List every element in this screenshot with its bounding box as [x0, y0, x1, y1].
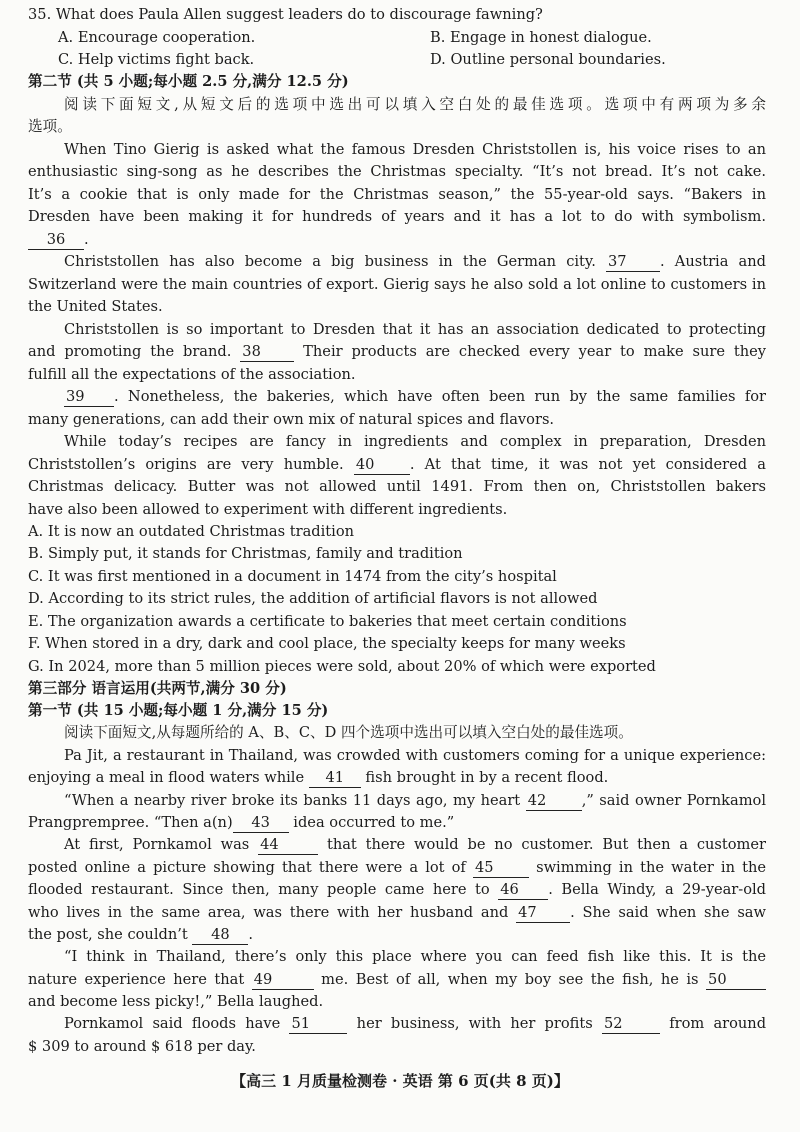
- passage-line: the United States.: [28, 298, 163, 315]
- section2-instructions-cont: 选项。: [28, 118, 72, 135]
- blank-44: 44: [258, 836, 318, 855]
- passage-line: Dresden have been making it for hundreds of years and it has a lot to do with symbolism.: [28, 208, 766, 225]
- passage-line: Christstollen’s origins are very humble. 40 . At that time, it was not yet considered a: [28, 456, 767, 473]
- passage-line: enthusiastic sing-song as he describes the Christmas specialty. “It’s not bread. It’s not cake.: [28, 163, 766, 180]
- part3-heading: 第三部分 语言运用(共两节,满分 30 分): [28, 680, 287, 697]
- passage-line: fulfill all the expectations of the association.: [28, 366, 356, 383]
- blank-43: 43: [233, 814, 289, 833]
- part3-instructions: 阅读下面短文,从每题所给的 A、B、C、D 四个选项中选出可以填入空白处的最佳选项。: [64, 724, 633, 741]
- passage-paragraph: Pa Jit, a restaurant in Thailand, was crowded with customers coming for a unique experience:: [64, 747, 766, 764]
- option-b: B. Simply put, it stands for Christmas, family and tradition: [28, 545, 463, 562]
- option-g: G. In 2024, more than 5 million pieces were sold, about 20% of which were exported: [28, 658, 656, 675]
- option-f: F. When stored in a dry, dark and cool place, the specialty keeps for many weeks: [28, 635, 626, 652]
- option-d: D. According to its strict rules, the addition of artificial flavors is not allowed: [28, 590, 598, 607]
- passage-line: who lives in the same area, was there with her husband and 47 . She said when she saw: [28, 904, 767, 921]
- passage-line: have also been allowed to experiment with different ingredients.: [28, 501, 508, 518]
- passage-line: and become less picky!,” Bella laughed.: [28, 993, 324, 1010]
- blank-52: 52: [602, 1015, 660, 1034]
- passage-line: nature experience here that 49 me. Best of all, when my boy see the fish, he is 50: [28, 969, 766, 991]
- blank-46: 46: [498, 881, 548, 900]
- passage-paragraph: “I think in Thailand, there’s only this place where you can feed fish like this. It is the: [64, 948, 766, 965]
- option-e: E. The organization awards a certificate to bakeries that meet certain conditions: [28, 613, 627, 630]
- passage-line: posted online a picture showing that there were a lot of 45 swimming in the water in the: [28, 859, 767, 876]
- passage-paragraph: When Tino Gierig is asked what the famous Dresden Christstollen is, his voice rises to an: [64, 141, 766, 158]
- passage-line: many generations, can add their own mix of natural spices and flavors.: [28, 411, 555, 428]
- passage-line: It’s a cookie that is only made for the Christmas season,” the 55-year-old says. “Bakers in: [28, 186, 766, 203]
- passage-line: enjoying a meal in flood waters while 41 fish brought in by a recent flood.: [28, 769, 609, 786]
- part3-section1-heading: 第一节 (共 15 小题;每小题 1 分,满分 15 分): [28, 702, 329, 719]
- option-c: C. It was first mentioned in a document in 1474 from the city’s hospital: [28, 568, 557, 585]
- q35-option-a: A. Encourage cooperation.: [58, 29, 256, 46]
- option-a: A. It is now an outdated Christmas tradition: [28, 523, 355, 540]
- passage-paragraph: While today’s recipes are fancy in ingredients and complex in preparation, Dresden: [64, 433, 766, 450]
- passage-line: and promoting the brand. 38 Their products are checked every year to make sure they: [28, 343, 767, 360]
- q35-stem: 35. What does Paula Allen suggest leaders do to discourage fawning?: [28, 6, 543, 23]
- passage-line: Prangprempree. “Then a(n) 43 idea occurred to me.”: [28, 814, 455, 831]
- blank-50: 50: [706, 971, 766, 990]
- blank-42: 42: [526, 792, 582, 811]
- q35-option-d: D. Outline personal boundaries.: [430, 51, 666, 68]
- page-footer: 【高三 1 月质量检测卷 · 英语 第 6 页(共 8 页)】: [231, 1072, 569, 1090]
- blank-38: 38: [240, 343, 294, 362]
- passage-paragraph: At first, Pornkamol was 44 that there would be no customer. But then a customer: [64, 836, 767, 853]
- passage-paragraph: Pornkamol said floods have 51 her business, with her profits 52 from around: [64, 1015, 767, 1032]
- blank-41: 41: [309, 769, 361, 788]
- blank-51: 51: [289, 1015, 347, 1034]
- passage-line: the post, she couldn’t 48 .: [28, 926, 254, 943]
- passage-line: Christmas delicacy. Butter was not allowed until 1491. From then on, Christstollen bakers: [28, 478, 766, 495]
- passage-line: $ 309 to around $ 618 per day.: [28, 1038, 256, 1055]
- section2-instructions: 阅读下面短文,从短文后的选项中选出可以填入空白处的最佳选项。选项中有两项为多余: [64, 96, 766, 113]
- passage-paragraph: 39 . Nonetheless, the bakeries, which have often been run by the same families for: [66, 388, 766, 405]
- blank-36: 36: [28, 231, 84, 250]
- passage-paragraph: Christstollen is so important to Dresden that it has an association dedicated to protecting: [64, 321, 766, 338]
- q35-option-c: C. Help victims fight back.: [58, 51, 255, 68]
- blank-45: 45: [473, 859, 529, 878]
- passage-line: flooded restaurant. Since then, many people came here to 46 . Bella Windy, a 29-year-old: [28, 881, 767, 898]
- blank-47: 47: [516, 904, 570, 923]
- blank-40: 40: [354, 456, 410, 475]
- blank-37: 37: [606, 253, 660, 272]
- blank-48: 48: [192, 926, 248, 945]
- passage-paragraph: Christstollen has also become a big business in the German city. 37 . Austria and: [64, 253, 767, 270]
- passage-line: Switzerland were the main countries of export. Gierig says he also sold a lot online to customers in: [28, 276, 766, 293]
- section2-heading: 第二节 (共 5 小题;每小题 2.5 分,满分 12.5 分): [28, 73, 349, 90]
- q35-option-b: B. Engage in honest dialogue.: [430, 29, 652, 46]
- passage-line: 36 .: [28, 229, 766, 251]
- passage-paragraph: “When a nearby river broke its banks 11 days ago, my heart 42 ,” said owner Pornkamol: [64, 792, 767, 809]
- blank-39: 39: [64, 388, 114, 407]
- blank-49: 49: [252, 971, 314, 990]
